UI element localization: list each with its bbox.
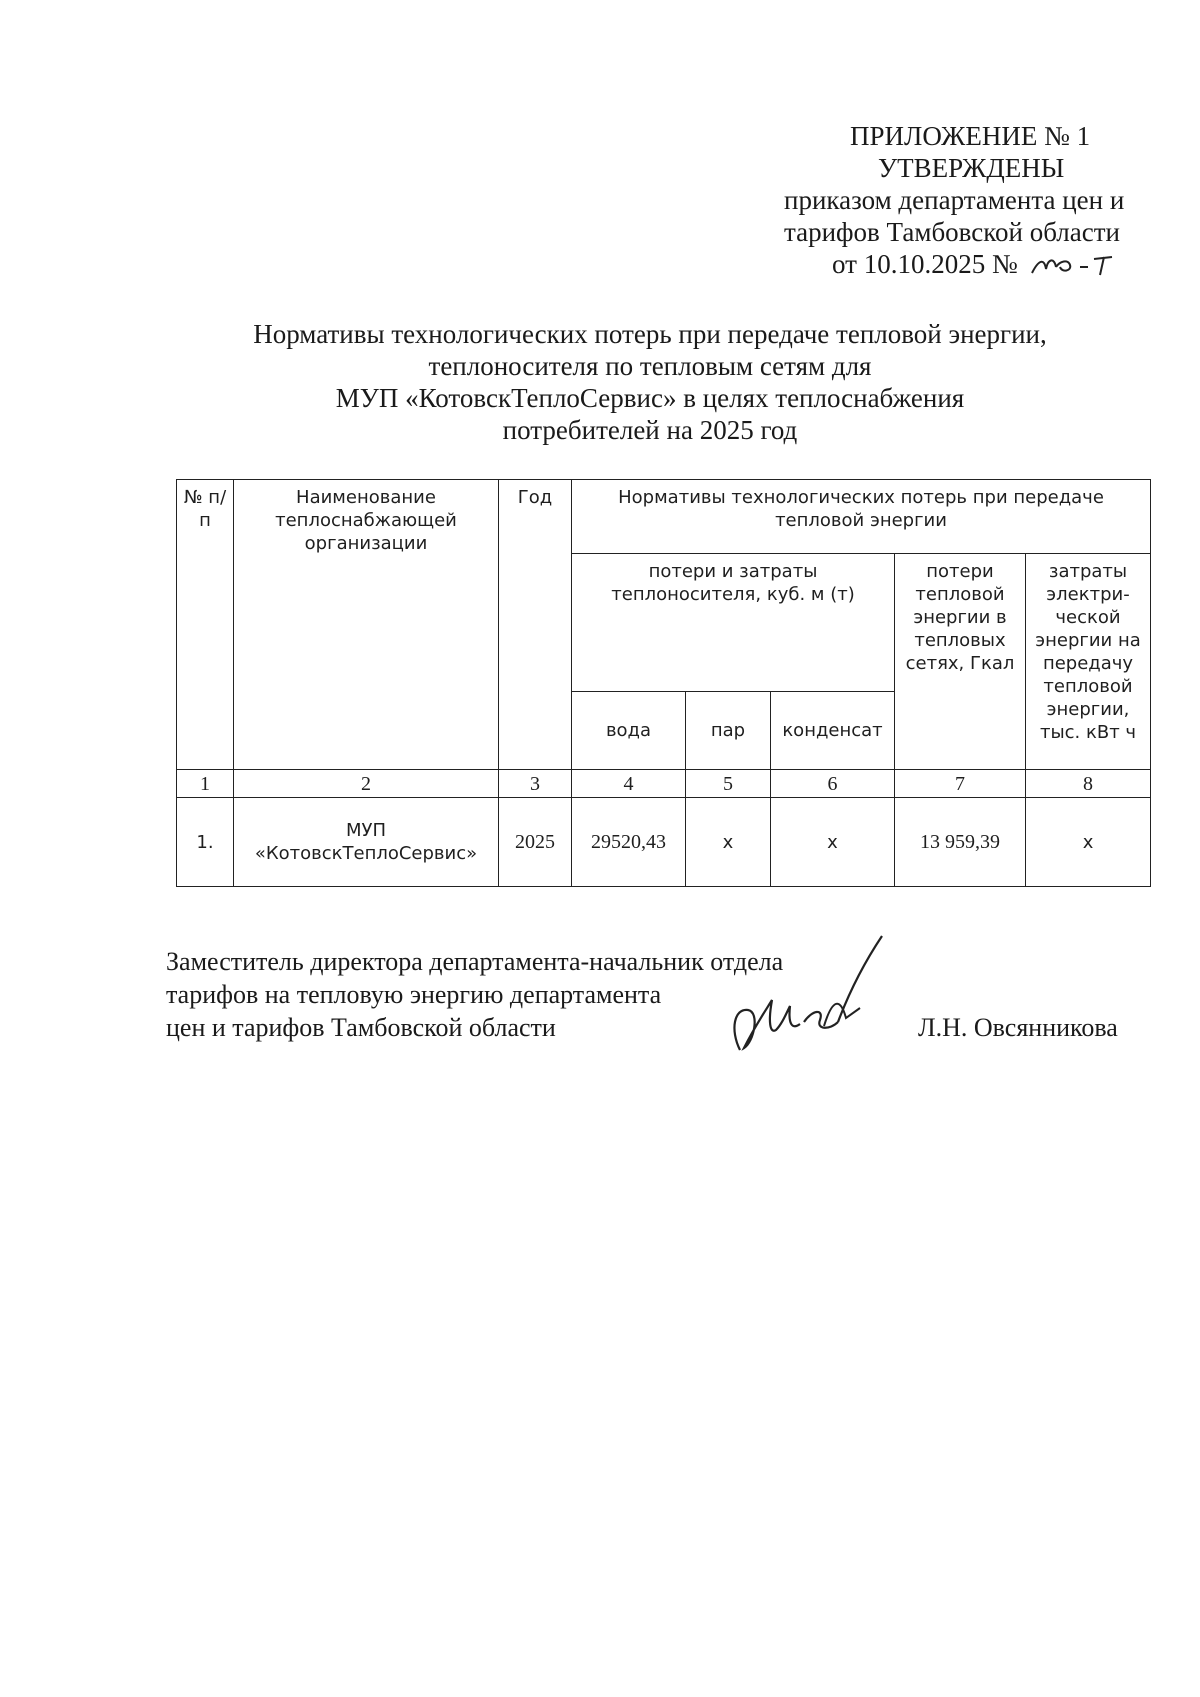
- approved-by-line1: приказом департамента цен и: [784, 185, 1125, 215]
- order-date: от 10.10.2025 №: [832, 249, 1018, 279]
- header-org: Наименование теплоснабжающей организации: [234, 480, 499, 770]
- cell-num: 1.: [177, 798, 234, 887]
- position-line-1: Заместитель директора департамента-начальник отдела: [166, 947, 784, 976]
- header-water: вода: [572, 692, 686, 770]
- handwritten-order-number: [1024, 251, 1124, 279]
- approved-label: УТВЕРЖДЕНЫ: [878, 153, 1065, 183]
- column-number: 4: [572, 770, 686, 798]
- table-row: [177, 798, 1151, 887]
- cell-org: МУП «КотовскТеплоСервис»: [234, 798, 499, 887]
- document-title: [160, 318, 1140, 446]
- title-line-1: Нормативы технологических потерь при передаче тепловой энергии,: [253, 319, 1047, 349]
- signatory-name: Л.Н. Овсянникова: [918, 1013, 1118, 1042]
- cell-water: 29520,43: [572, 798, 686, 887]
- column-number: 6: [771, 770, 895, 798]
- title-line-3: МУП «КотовскТеплоСервис» в целях теплоснабжения: [335, 383, 965, 413]
- title-line-2: теплоносителя по тепловым сетям для: [428, 351, 872, 381]
- cell-heat-loss: 13 959,39: [895, 798, 1026, 887]
- column-number: 7: [895, 770, 1026, 798]
- header-year: Год: [499, 480, 572, 770]
- handwritten-signature: [720, 930, 920, 1070]
- header-electricity: затраты электри-ческой энергии на передачу тепловой энергии, тыс. кВт ч: [1026, 554, 1151, 770]
- column-number: 3: [499, 770, 572, 798]
- position-line-3: цен и тарифов Тамбовской области: [166, 1013, 556, 1042]
- signatory-position: [166, 945, 783, 1044]
- header-num: № п/п: [177, 480, 234, 770]
- header-heat-loss: потери тепловой энергии в тепловых сетях, Гкал: [895, 554, 1026, 770]
- column-number: 5: [686, 770, 771, 798]
- order-date-line: [700, 248, 1140, 280]
- appendix-number: ПРИЛОЖЕНИЕ № 1: [850, 121, 1091, 151]
- appendix-header: [700, 120, 1140, 280]
- cell-electricity: х: [1026, 798, 1151, 887]
- cell-steam: х: [686, 798, 771, 887]
- title-line-4: потребителей на 2025 год: [502, 415, 798, 445]
- cell-condensate: х: [771, 798, 895, 887]
- norms-table: [176, 479, 1151, 887]
- header-steam: пар: [686, 692, 771, 770]
- column-number: 1: [177, 770, 234, 798]
- header-norms: Нормативы технологических потерь при передаче тепловой энергии: [572, 480, 1151, 554]
- position-line-2: тарифов на тепловую энергию департамента: [166, 980, 662, 1009]
- column-number: 2: [234, 770, 499, 798]
- approved-by-line2: тарифов Тамбовской области: [784, 217, 1120, 247]
- column-numbers-row: [177, 770, 1151, 798]
- header-coolant: потери и затраты теплоносителя, куб. м (т): [572, 554, 895, 692]
- cell-year: 2025: [499, 798, 572, 887]
- column-number: 8: [1026, 770, 1151, 798]
- header-condensate: конденсат: [771, 692, 895, 770]
